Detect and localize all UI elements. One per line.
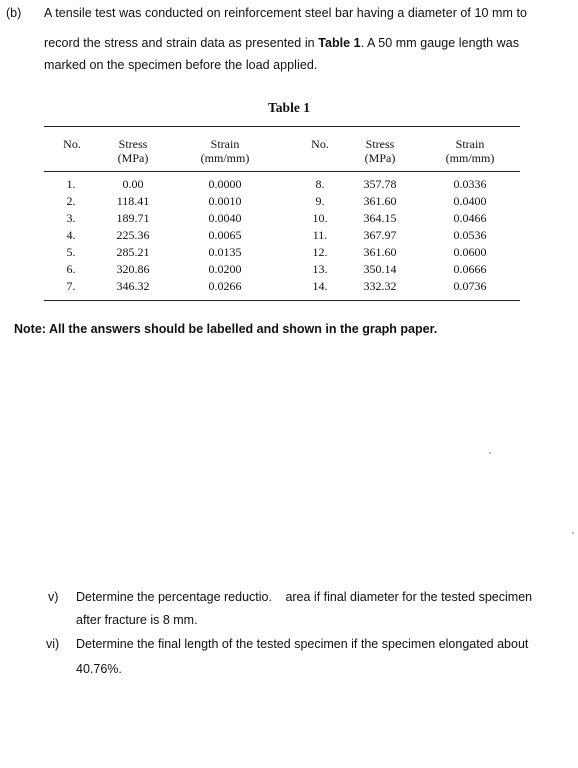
table-bottom-rule xyxy=(44,300,520,301)
header-strain-left xyxy=(190,137,260,165)
col-no-left xyxy=(56,176,86,295)
table-cell: 0.0135 xyxy=(208,245,242,259)
table-cell: 0.0600 xyxy=(453,245,487,259)
table-cell: 13. xyxy=(312,262,328,276)
table-cell: 0.0400 xyxy=(453,194,487,208)
question-line-2 xyxy=(44,36,519,50)
table-cell: 6. xyxy=(66,262,76,276)
table-cell: 0.0000 xyxy=(208,177,242,191)
table-cell: 118.41 xyxy=(116,194,150,208)
question-line-3: marked on the specimen before the load applied. xyxy=(44,58,318,72)
table-cell: 225.36 xyxy=(116,228,150,242)
table-cell: 0.0736 xyxy=(453,279,487,293)
table-cell: 2. xyxy=(66,194,76,208)
table-cell: 10. xyxy=(312,211,328,225)
table-cell: 346.32 xyxy=(116,279,150,293)
scan-speck xyxy=(489,452,491,454)
table-cell: 0.0336 xyxy=(453,177,487,191)
table-cell: 367.97 xyxy=(363,228,397,242)
table-cell: 350.14 xyxy=(363,262,397,276)
header-stress-unit: (MPa) xyxy=(364,151,396,165)
header-stress-unit: (MPa) xyxy=(117,151,149,165)
header-stress-right xyxy=(350,137,410,165)
table-cell: 0.0010 xyxy=(208,194,242,208)
table-cell: 3. xyxy=(66,211,76,225)
subquestion-vi-line-2: 40.76%. xyxy=(76,662,122,676)
header-strain-label: Strain xyxy=(455,137,485,151)
table-cell: 14. xyxy=(312,279,328,293)
table-cell: 0.0065 xyxy=(208,228,242,242)
table-cell: 0.0200 xyxy=(208,262,242,276)
subquestion-v-line-2: after fracture is 8 mm. xyxy=(76,613,198,627)
table-cell: 364.15 xyxy=(363,211,397,225)
table-cell: 12. xyxy=(312,245,328,259)
col-no-right xyxy=(302,176,338,295)
header-no-left: No. xyxy=(63,137,81,151)
table-cell: 8. xyxy=(315,177,325,191)
header-strain-label: Strain xyxy=(210,137,240,151)
table-top-rule xyxy=(44,126,520,127)
table-cell: 0.0266 xyxy=(208,279,242,293)
subquestion-v-text-a: Determine the percentage reductio. xyxy=(76,590,272,604)
col-stress-right xyxy=(350,176,410,295)
subquestion-vi-line-1: Determine the final length of the tested specimen if the specimen elongated about xyxy=(76,637,529,651)
table-cell: 11. xyxy=(312,228,328,242)
table-cell: 0.0466 xyxy=(453,211,487,225)
table-cell: 357.78 xyxy=(363,177,397,191)
table-cell: 5. xyxy=(66,245,76,259)
table-cell: 0.0040 xyxy=(208,211,242,225)
question-line-1: A tensile test was conducted on reinforcement steel bar having a diameter of 10 mm to xyxy=(44,6,527,20)
note: Note: All the answers should be labelled and shown in the graph paper. xyxy=(14,322,438,336)
col-strain-left xyxy=(190,176,260,295)
table-cell: 1. xyxy=(66,177,76,191)
question-line-2-tail: . A 50 mm gauge length was xyxy=(360,36,520,50)
subquestion-v-text-b: area if final diameter for the tested specimen xyxy=(285,590,533,604)
subquestion-v-line-1 xyxy=(76,590,532,604)
table-cell: 0.00 xyxy=(122,177,144,191)
header-strain-unit: (mm/mm) xyxy=(200,151,250,165)
question-line-2-text: record the stress and strain data as presented in xyxy=(44,36,315,50)
scan-speck xyxy=(572,532,574,534)
table-reference: Table 1 xyxy=(318,36,361,50)
table-header-rule xyxy=(44,171,520,172)
header-no-right: No. xyxy=(311,137,329,151)
table-cell: 0.0666 xyxy=(453,262,487,276)
subquestion-vi-label: vi) xyxy=(46,637,60,651)
table-cell: 9. xyxy=(315,194,325,208)
col-strain-right xyxy=(435,176,505,295)
header-stress-label: Stress xyxy=(118,137,148,151)
header-strain-unit: (mm/mm) xyxy=(445,151,495,165)
table-cell: 361.60 xyxy=(363,194,397,208)
table-cell: 285.21 xyxy=(116,245,150,259)
table-cell: 320.86 xyxy=(116,262,150,276)
subquestion-v-label: v) xyxy=(48,590,59,604)
table-title: Table 1 xyxy=(268,100,310,115)
header-stress-label: Stress xyxy=(365,137,395,151)
table-cell: 189.71 xyxy=(116,211,150,225)
table-cell: 4. xyxy=(66,228,76,242)
header-stress-left xyxy=(103,137,163,165)
table-cell: 7. xyxy=(66,279,76,293)
table-cell: 0.0536 xyxy=(453,228,487,242)
table-cell: 332.32 xyxy=(363,279,397,293)
col-stress-left xyxy=(103,176,163,295)
header-strain-right xyxy=(435,137,505,165)
question-label: (b) xyxy=(6,6,22,20)
table-cell: 361.60 xyxy=(363,245,397,259)
